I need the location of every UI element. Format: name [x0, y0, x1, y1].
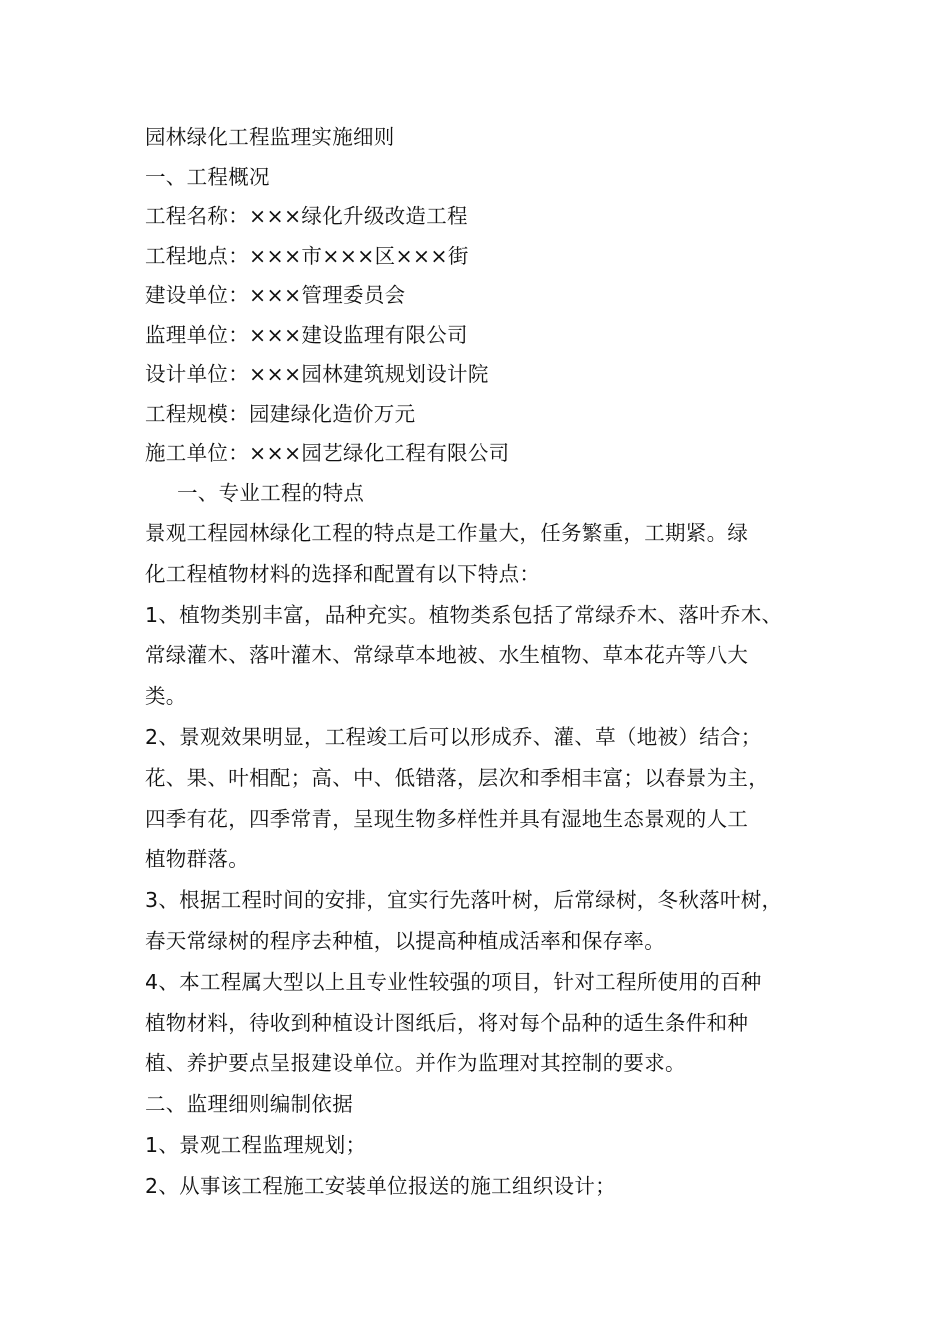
- body-line: 花、果、叶相配；高、中、低错落，层次和季相丰富；以春景为主，: [145, 765, 769, 790]
- section-heading-overview: 一、工程概况: [145, 164, 270, 189]
- body-line: 类。: [145, 684, 187, 709]
- body-line: 植物材料，待收到种植设计图纸后，将对每个品种的适生条件和种: [145, 1010, 749, 1035]
- overview-designer: 设计单位：×××园林建筑规划设计院: [145, 362, 489, 386]
- body-line: 3、根据工程时间的安排，宜实行先落叶树，后常绿树，冬秋落叶树，: [145, 888, 783, 913]
- body-line: 景观工程园林绿化工程的特点是工作量大，任务繁重，工期紧。绿: [145, 521, 749, 545]
- overview-owner: 建设单位：×××管理委员会: [145, 283, 406, 307]
- body-line: 1、景观工程监理规划；: [145, 1132, 367, 1157]
- body-line: 2、从事该工程施工安装单位报送的施工组织设计；: [145, 1173, 616, 1198]
- overview-project-name: 工程名称：×××绿化升级改造工程: [145, 204, 468, 228]
- body-line: 四季有花，四季常青，呈现生物多样性并具有湿地生态景观的人工: [145, 806, 749, 831]
- body-line: 1、植物类别丰富，品种充实。植物类系包括了常绿乔木、落叶乔木、: [145, 602, 783, 627]
- body-line: 春天常绿树的程序去种植，以提高种植成活率和保存率。: [145, 928, 665, 953]
- document-title: 园林绿化工程监理实施细则: [145, 125, 395, 149]
- subheading-features: 一、专业工程的特点: [177, 480, 365, 505]
- body-line: 植、养护要点呈报建设单位。并作为监理对其控制的要求。: [145, 1051, 686, 1076]
- body-line: 2、景观效果明显，工程竣工后可以形成乔、灌、草（地被）结合；: [145, 724, 762, 749]
- body-line: 常绿灌木、落叶灌木、常绿草本地被、水生植物、草本花卉等八大: [145, 643, 749, 668]
- overview-contractor: 施工单位：×××园艺绿化工程有限公司: [145, 441, 510, 465]
- body-line: 植物群落。: [145, 847, 249, 872]
- body-line: 4、本工程属大型以上且专业性较强的项目，针对工程所使用的百种: [145, 969, 762, 994]
- section-heading-basis: 二、监理细则编制依据: [145, 1092, 353, 1117]
- overview-project-location: 工程地点：×××市×××区×××街: [145, 243, 469, 268]
- document-body: [145, 118, 835, 1207]
- body-line: 化工程植物材料的选择和配置有以下特点：: [145, 561, 541, 586]
- overview-scale: 工程规模：园建绿化造价万元: [145, 401, 416, 426]
- overview-supervisor: 监理单位：×××建设监理有限公司: [145, 322, 468, 347]
